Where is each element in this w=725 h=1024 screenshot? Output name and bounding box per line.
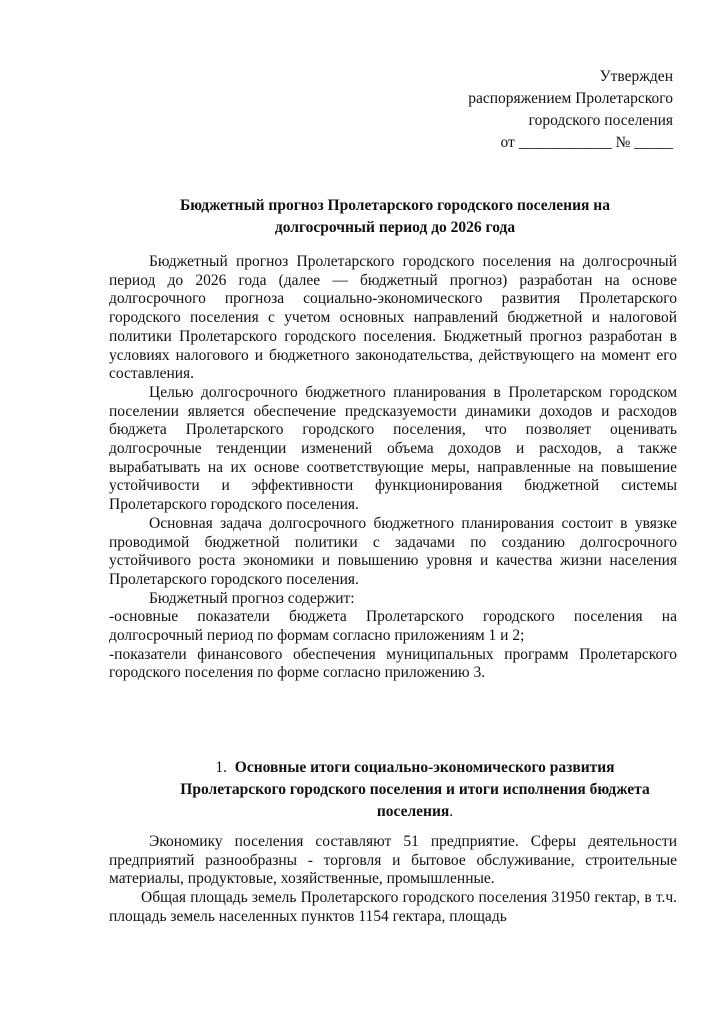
approval-line-4: от ____________ № _____: [500, 134, 673, 151]
paragraph-5: Экономику поселения составляют 51 предприятие. Сферы деятельности предприятий разнообразны - торговля и бытовое обслуживание, строительные материалы, продуктовые, хозяйственные, промышленные.: [109, 833, 677, 888]
list-item-2: -показатели финансового обеспечения муниципальных программ Пролетарского городского поселения по форме согласно приложению 3.: [109, 645, 677, 682]
approval-line-1: Утвержден: [599, 68, 673, 85]
approval-stamp: [468, 66, 673, 154]
section-text: [109, 833, 677, 927]
section-title-line-1: Основные итоги социально-экономического развития: [234, 759, 615, 776]
approval-line-2: распоряжением Пролетарского: [468, 90, 673, 107]
paragraph-2: Целью долгосрочного бюджетного планирования в Пролетарском городском поселении является обеспечение предсказуемости динамики доходов и расходов бюджета Пролетарского городского поселения, что позволяет оценивать долгосрочные тенденции изменений объема доходов и расходов, а также вырабатывать на их основе соответствующие меры, направленные на повышение устойчивости и эффективности функционирования бюджетной системы Пролетарского городского поселения.: [109, 383, 677, 514]
list-item-1: -основные показатели бюджета Пролетарского городского поселения на долгосрочный период по формам согласно приложениям 1 и 2;: [109, 608, 677, 645]
title-line-1: Бюджетный прогноз Пролетарского городского поселения на: [180, 197, 610, 214]
section-heading: [150, 757, 680, 823]
title-line-2: долгосрочный период до 2026 года: [274, 219, 516, 236]
approval-line-3: городского поселения: [528, 112, 673, 129]
section-heading-line-1: [150, 757, 680, 779]
section-number: 1.: [215, 759, 228, 776]
section-title-period: .: [449, 803, 454, 820]
section-heading-line-3: [150, 801, 680, 823]
intro-text: [109, 253, 677, 683]
paragraph-1: Бюджетный прогноз Пролетарского городского поселения на долгосрочный период до 2026 года (далее — бюджетный прогноз) разработан на основе долгосрочного прогноза социально-экономического развития Пролетарского городского поселения с учетом основных направлений бюджетной и налоговой политики Пролетарского городского поселения. Бюджетный прогноз разработан в условиях налогового и бюджетного законодательства, действующего на момент его составления.: [109, 253, 677, 383]
section-title-line-3: поселения: [376, 803, 450, 820]
document-title: [110, 195, 680, 239]
section-title-line-2: Пролетарского городского поселения и итоги исполнения бюджета: [180, 781, 650, 798]
paragraph-3: Основная задача долгосрочного бюджетного планирования состоит в увязке проводимой бюджетной политики с задачами по созданию долгосрочного устойчивого роста экономики и повышению уровня и качества жизни населения Пролетарского городского поселения.: [109, 514, 677, 588]
paragraph-4: Бюджетный прогноз содержит:: [149, 589, 355, 607]
paragraph-6: Общая площадь земель Пролетарского городского поселения 31950 гектар, в т.ч. площадь земель населенных пунктов 1154 гектара, площадь: [109, 889, 677, 925]
